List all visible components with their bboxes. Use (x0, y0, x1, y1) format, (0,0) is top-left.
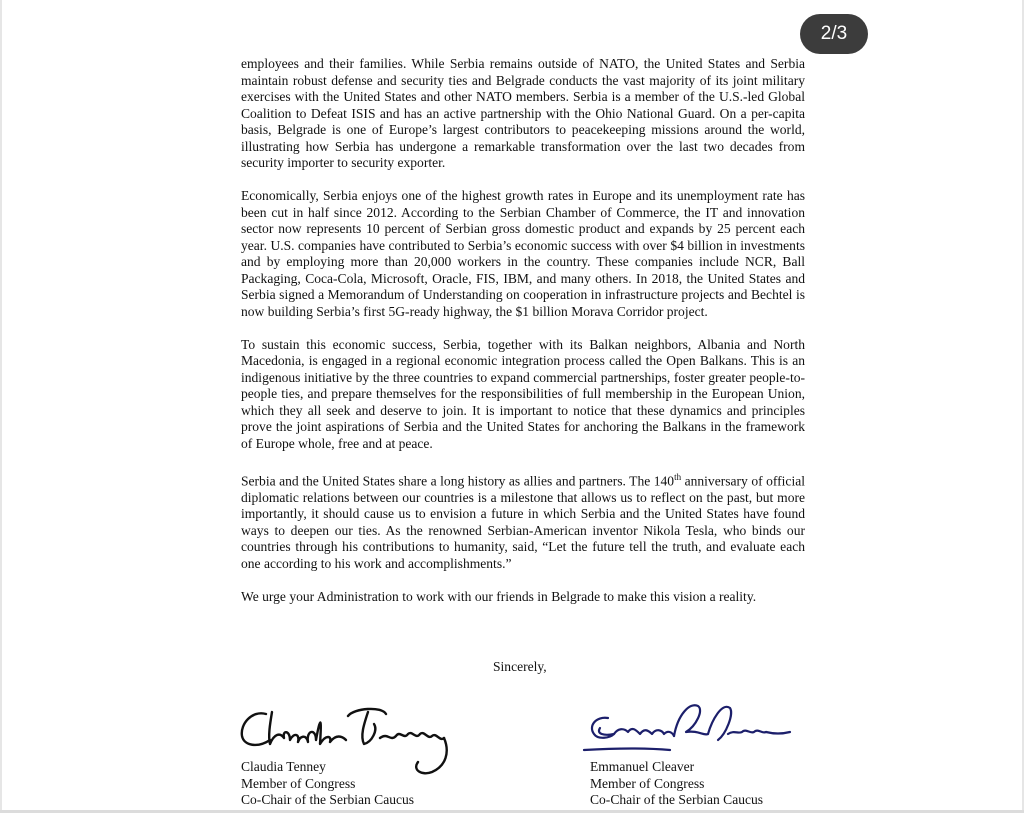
history-text-end: anniversary of official diplomatic relations between our countries is a milestone that allows us to reflect on the past, but more importantly, it should cause us to envision a future in which Serbia and the United States have found ways to deepen our ties. As the renowned Serbian-American inventor Nikola Tesla, who binds our countries through his contributions to humanity, said, “Let the future tell the truth, and evaluate each one according to his work and accomplishments.” (241, 473, 805, 571)
page-indicator[interactable]: 2/3 (800, 14, 868, 54)
paragraph-defense: employees and their families. While Serbia remains outside of NATO, the United States and Serbia maintain robust defense and security ties and Belgrade conducts the vast majority of its joint military exercises with the United States and other NATO members. Serbia is a member of the U.S.-led Global Coalition to Defeat ISIS and has an active partnership with the Ohio National Guard. On a per-capita basis, Belgrade is one of Europe’s largest contributors to peacekeeping missions around the world, illustrating how Serbia has undergone a remarkable transformation over the last two decades from security importer to security exporter. (241, 56, 805, 170)
paragraph-urge: We urge your Administration to work with our friends in Belgrade to make this vision a reality. (241, 588, 757, 604)
ordinal-suffix: th (674, 471, 682, 482)
signatory-name: Emmanuel Cleaver (590, 759, 695, 774)
signature-emmanuel-cleaver (578, 690, 798, 770)
history-text-start: Serbia and the United States share a long history as allies and partners. The 140 (241, 473, 675, 489)
signatory-role: Co-Chair of the Serbian Caucus (590, 792, 764, 807)
closing-salutation: Sincerely, (493, 659, 547, 674)
signatory-block-left (241, 759, 414, 809)
signatory-title: Member of Congress (590, 775, 705, 791)
signatory-block-right (590, 759, 763, 809)
signatory-title: Member of Congress (241, 775, 356, 791)
paragraph-open-balkans: To sustain this economic success, Serbia, together with its Balkan neighbors, Albania and North Macedonia, is engaged in a regional economic integration process called the Open Balkans. This is an indigenous initiative by the three countries to expand commercial partnerships, foster greater people-to-people ties, and prepare themselves for the responsibilities of full membership in the European Union, which they all seek and deserve to join. It is important to notice that these dynamics and principles prove the joint aspirations of Serbia and the United States for anchoring the Balkans in the framework of Europe whole, free and at peace. (241, 336, 805, 451)
paragraph-economy: Economically, Serbia enjoys one of the highest growth rates in Europe and its unemployment rate has been cut in half since 2012. According to the Serbian Chamber of Commerce, the IT and innovation sector now represents 10 percent of Serbian gross domestic product and expands by 25 percent each year. U.S. companies have contributed to Serbia’s economic success with over $4 billion in investments and by employing more than 20,000 workers in the country. These companies include NCR, Ball Packaging, Coca-Cola, Microsoft, Oracle, FIS, IBM, and many others. In 2018, the United States and Serbia signed a Memorandum of Understanding on cooperation in infrastructure projects and Bechtel is now building Serbia’s first 5G-ready highway, the $1 billion Morava Corridor project. (241, 188, 805, 319)
signatory-role: Co-Chair of the Serbian Caucus (241, 792, 415, 807)
viewer-left-edge (0, 0, 2, 813)
letter-body (241, 56, 805, 622)
signatory-name: Claudia Tenney (241, 759, 326, 774)
paragraph-history (241, 469, 805, 573)
